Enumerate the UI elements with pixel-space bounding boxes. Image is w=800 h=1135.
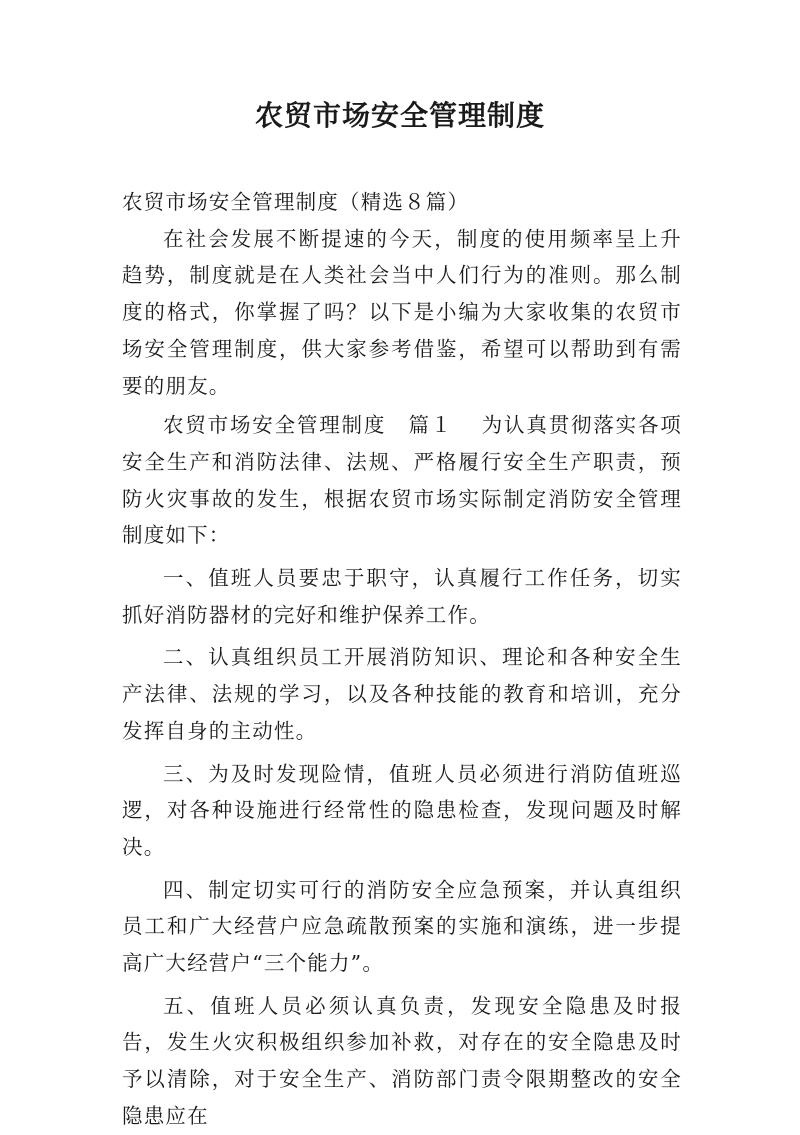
item-5: 五、值班人员必须认真负责，发现安全隐患及时报告，发生火灾积极组织参加补救，对存在的安全隐患及时予以清除，对于安全生产、消防部门责令限期整改的安全隐患应在 [122, 993, 682, 1128]
item-1: 一、值班人员要忠于职守，认真履行工作任务，切实抓好消防器材的完好和维护保养工作。 [122, 566, 682, 627]
section-1-paragraph [122, 407, 682, 554]
document-subtitle: 农贸市场安全管理制度（精选８篇） [122, 190, 470, 214]
section-1-heading: 农贸市场安全管理制度 篇１ [163, 413, 454, 438]
item-2: 二、认真组织员工开展消防知识、理论和各种安全生产法律、法规的学习，以及各种技能的教育和培训，充分发挥自身的主动性。 [122, 645, 682, 743]
document-title: 农贸市场安全管理制度 [254, 99, 545, 132]
section-1-lead: 为认真贯彻落实各项安全生产和消防法律、法规、严格履行安全生产职责，预防火灾事故的发生，根据农贸市场实际制定消防安全管理制度如下： [122, 413, 682, 548]
item-3: 三、为及时发现险情，值班人员必须进行消防值班巡逻，对各种设施进行经常性的隐患检查，发现问题及时解决。 [122, 761, 682, 859]
item-4: 四、制定切实可行的消防安全应急预案，并认真组织员工和广大经营户应急疏散预案的实施和演练，进一步提高广大经营户“三个能力”。 [122, 877, 682, 976]
intro-paragraph: 在社会发展不断提速的今天，制度的使用频率呈上升趋势，制度就是在人类社会当中人们行为的准则。那么制度的格式，你掌握了吗？以下是小编为大家收集的农贸市场安全管理制度，供大家参考借鉴，希望可以帮助到有需要的朋友。 [122, 226, 682, 398]
document-body [122, 184, 682, 1135]
